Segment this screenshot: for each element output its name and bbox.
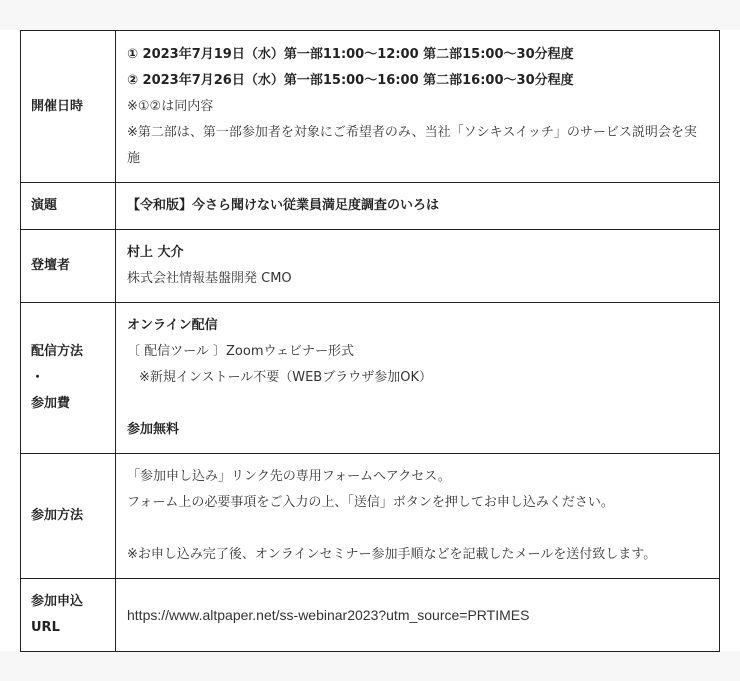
label-delivery-fee: 参加費 xyxy=(31,396,71,411)
content-schedule xyxy=(116,31,720,183)
label-delivery-separator: ・ xyxy=(31,370,45,385)
how-to-join-line-3: ※お申し込み完了後、オンラインセミナー参加手順などを記載したメールを送付致します。 xyxy=(127,547,657,562)
label-title: 演題 xyxy=(21,183,116,230)
speaker-name: 村上 大介 xyxy=(127,245,184,260)
how-to-join-spacer xyxy=(127,516,709,542)
label-how-to-join: 参加方法 xyxy=(21,454,116,579)
row-speaker xyxy=(21,230,720,303)
delivery-note: ※新規インストール不要（WEBブラウザ参加OK） xyxy=(139,370,432,385)
speaker-affiliation: 株式会社情報基盤開発 CMO xyxy=(127,271,292,286)
label-url-bottom: URL xyxy=(31,620,60,635)
label-url xyxy=(21,579,116,652)
delivery-spacer xyxy=(127,391,709,417)
delivery-fee: 参加無料 xyxy=(127,422,180,437)
schedule-line-2: ② 2023年7月26日（水）第一部15:00～16:00 第二部16:00～30分程度 xyxy=(127,72,574,88)
label-speaker: 登壇者 xyxy=(21,230,116,303)
content-speaker xyxy=(116,230,720,303)
event-info-sheet xyxy=(0,30,740,651)
event-info-table xyxy=(20,30,720,652)
label-schedule: 開催日時 xyxy=(21,31,116,183)
content-how-to-join xyxy=(116,454,720,579)
row-how-to-join xyxy=(21,454,720,579)
schedule-note-second-part: ※第二部は、第一部参加者を対象にご希望者のみ、当社「ソシキスイッチ」のサービス説明会を実施 xyxy=(127,124,697,166)
label-url-top: 参加申込 xyxy=(31,594,84,609)
registration-link[interactable]: https://www.altpaper.net/ss-webinar2023?utm_source=PRTIMES xyxy=(127,607,530,623)
row-schedule xyxy=(21,31,720,183)
content-delivery xyxy=(116,303,720,454)
how-to-join-line-1: 「参加申し込み」リンク先の専用フォームへアクセス。 xyxy=(127,469,451,484)
content-title xyxy=(116,183,720,230)
schedule-note-same-content: ※①②は同内容 xyxy=(127,98,214,114)
label-delivery-method: 配信方法 xyxy=(31,344,84,359)
content-url xyxy=(116,579,720,652)
row-title xyxy=(21,183,720,230)
delivery-heading: オンライン配信 xyxy=(127,318,218,333)
how-to-join-line-2: フォーム上の必要事項をご入力の上、「送信」ボタンを押してお申し込みください。 xyxy=(127,495,614,510)
schedule-line-1: ① 2023年7月19日（水）第一部11:00～12:00 第二部15:00～30分程度 xyxy=(127,46,574,62)
label-delivery xyxy=(21,303,116,454)
seminar-title: 【令和版】今さら聞けない従業員満足度調査のいろは xyxy=(127,198,440,213)
row-url xyxy=(21,579,720,652)
delivery-tool: 〔 配信ツール 〕Zoomウェビナー形式 xyxy=(127,344,354,359)
row-delivery xyxy=(21,303,720,454)
